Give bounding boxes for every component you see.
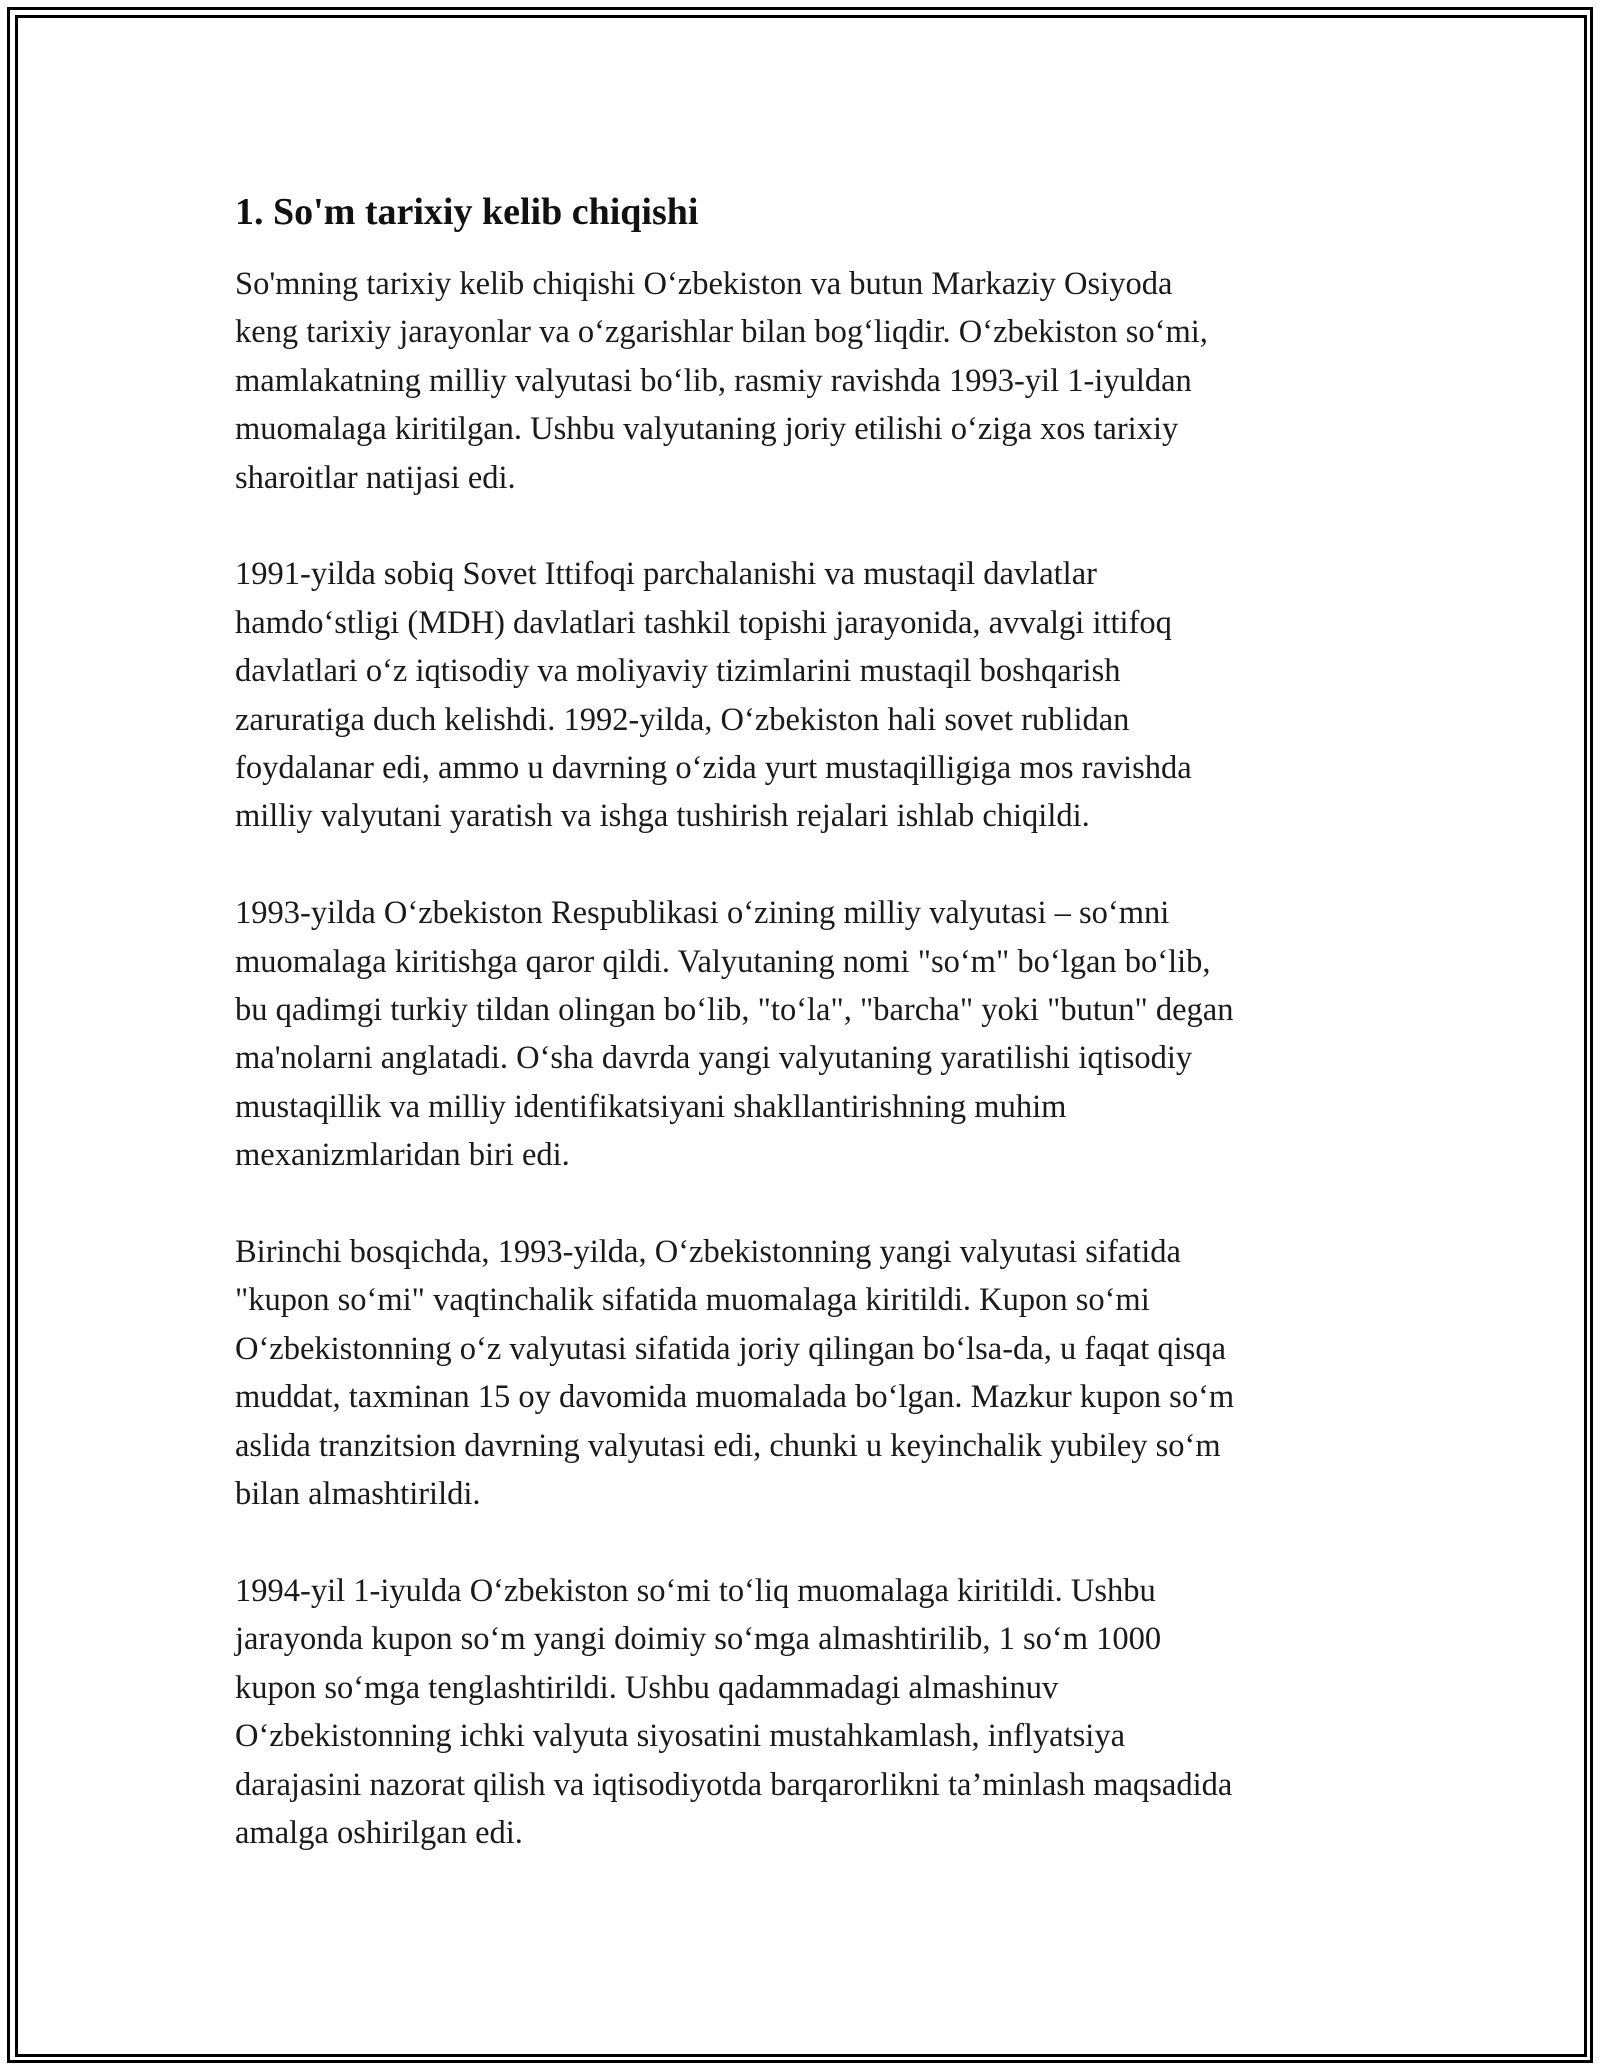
text-line: bilan almashtirildi. — [235, 1476, 481, 1513]
paragraph-1 — [235, 260, 1375, 502]
text-line: hamdo‘stligi (MDH) davlatlari tashkil topishi jarayonida, avvalgi ittifoq — [235, 604, 1172, 641]
text-line: davlatlari o‘z iqtisodiy va moliyaviy tizimlarini mustaqil boshqarish — [235, 653, 1121, 690]
text-line: O‘zbekistonning o‘z valyutasi sifatida joriy qilingan bo‘lsa-da, u faqat qisqa — [235, 1330, 1226, 1367]
paragraph-2 — [235, 550, 1375, 840]
text-line: sharoitlar natijasi edi. — [235, 459, 516, 496]
text-line: mamlakatning milliy valyutasi bo‘lib, rasmiy ravishda 1993-yil 1-iyuldan — [235, 362, 1192, 399]
text-line: 1994-yil 1-iyulda O‘zbekiston so‘mi to‘liq muomalaga kiritildi. Ushbu — [235, 1572, 1156, 1609]
section-heading: 1. So'm tarixiy kelib chiqishi — [235, 191, 699, 233]
text-line: 1991-yilda sobiq Sovet Ittifoqi parchalanishi va mustaqil davlatlar — [235, 556, 1097, 593]
text-line: mexanizmlaridan biri edi. — [235, 1137, 570, 1174]
text-line: O‘zbekistonning ichki valyuta siyosatini mustahkamlash, inflyatsiya — [235, 1718, 1125, 1755]
text-line: "kupon so‘mi" vaqtinchalik sifatida muomalaga kiritildi. Kupon so‘mi — [235, 1282, 1150, 1319]
text-line: foydalanar edi, ammo u davrning o‘zida yurt mustaqilligiga mos ravishda — [235, 750, 1192, 787]
text-line: ma'nolarni anglatadi. O‘sha davrda yangi valyutaning yaratilishi iqtisodiy — [235, 1040, 1193, 1077]
document-body — [235, 188, 1375, 1906]
text-line: zaruratiga duch kelishdi. 1992-yilda, O‘zbekiston hali sovet rublidan — [235, 701, 1130, 738]
text-line: muddat, taxminan 15 oy davomida muomalada bo‘lgan. Mazkur kupon so‘m — [235, 1379, 1235, 1416]
text-line: muomalaga kiritishga qaror qildi. Valyutaning nomi "so‘m" bo‘lgan bo‘lib, — [235, 943, 1211, 980]
paragraph-5 — [235, 1567, 1375, 1857]
text-line: 1993-yilda O‘zbekiston Respublikasi o‘zining milliy valyutasi – so‘mni — [235, 895, 1170, 932]
text-line: muomalaga kiritilgan. Ushbu valyutaning joriy etilishi o‘ziga xos tarixiy — [235, 411, 1179, 448]
text-line: amalga oshirilgan edi. — [235, 1814, 523, 1851]
text-line: keng tarixiy jarayonlar va o‘zgarishlar bilan bog‘liqdir. O‘zbekiston so‘mi, — [235, 314, 1208, 351]
text-line: bu qadimgi turkiy tildan olingan bo‘lib, "to‘la", "barcha" yoki "butun" degan — [235, 992, 1234, 1029]
text-line: darajasini nazorat qilish va iqtisodiyotda barqarorlikni ta’minlash maqsadida — [235, 1766, 1233, 1803]
text-line: So'mning tarixiy kelib chiqishi O‘zbekiston va butun Markaziy Osiyoda — [235, 266, 1173, 302]
paragraph-3 — [235, 889, 1375, 1179]
text-line: milliy valyutani yaratish va ishga tushirish rejalari ishlab chiqildi. — [235, 798, 1090, 835]
text-line: jarayonda kupon so‘m yangi doimiy so‘mga almashtirilib, 1 so‘m 1000 — [235, 1621, 1162, 1658]
text-line: mustaqillik va milliy identifikatsiyani shakllantirishning muhim — [235, 1088, 1067, 1125]
text-line: aslida tranzitsion davrning valyutasi edi, chunki u keyinchalik yubiley so‘m — [235, 1427, 1221, 1464]
text-line: kupon so‘mga tenglashtirildi. Ushbu qadammadagi almashinuv — [235, 1669, 1059, 1706]
text-line: Birinchi bosqichda, 1993-yilda, O‘zbekistonning yangi valyutasi sifatida — [235, 1234, 1181, 1271]
paragraph-4 — [235, 1228, 1375, 1518]
